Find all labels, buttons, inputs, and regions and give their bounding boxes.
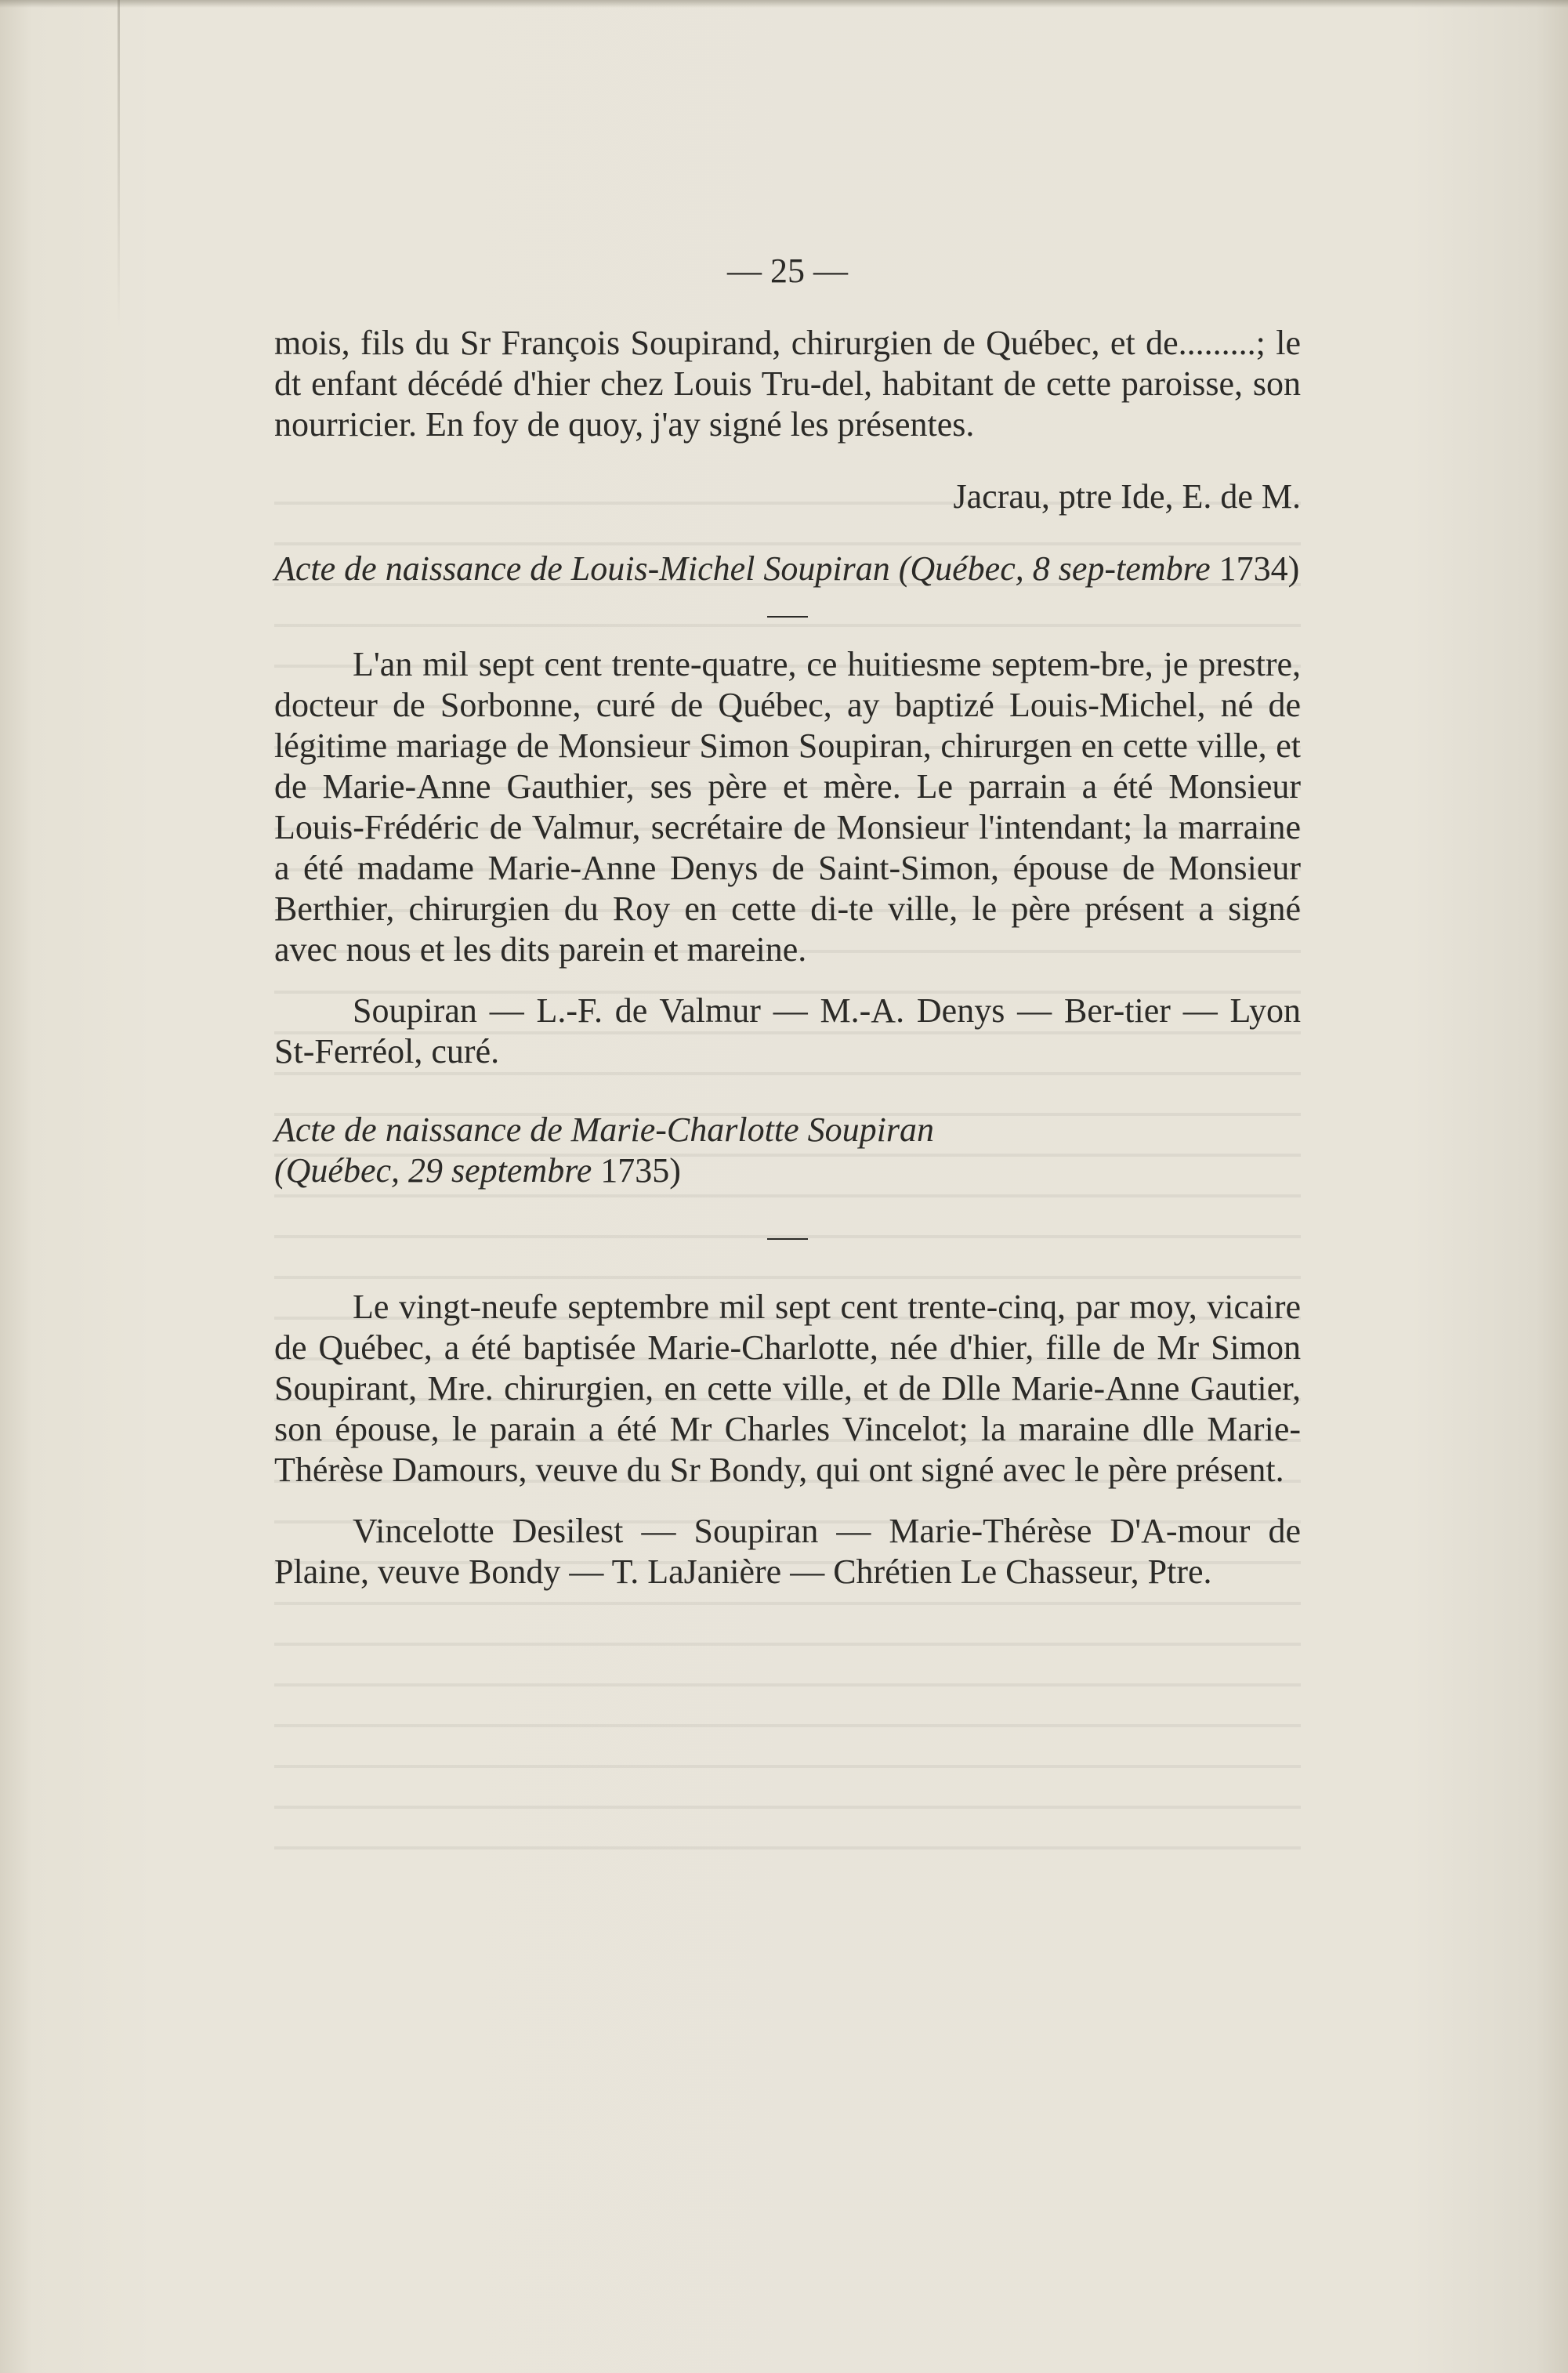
- section2-signatures: Vincelotte Desilest — Soupiran — Marie-Thérèse D'A-mour de Plaine, veuve Bondy — T. LaJanière — Chrétien Le Chasseur, Ptre.: [274, 1512, 1301, 1591]
- section2-divider: [767, 1238, 808, 1240]
- section1-signatures: Soupiran — L.-F. de Valmur — M.-A. Denys — Ber-tier — Lyon St-Ferréol, curé.: [274, 991, 1301, 1071]
- page-top-edge-shadow: [0, 0, 1568, 8]
- spacer: [274, 1072, 1301, 1110]
- page-fold-mark: [118, 0, 120, 329]
- section1-body: L'an mil sept cent trente-quatre, ce huitiesme septem-bre, je prestre, docteur de Sorbonne, curé de Québec, ay baptizé Louis-Michel, né de légitime mariage de Monsieur Simon Soupiran, chirurgen en cette ville, et de Marie-Anne Gauthier, ses père et mère. Le parrain a été Monsieur Louis-Frédéric de Valmur, secrétaire de Monsieur l'intendant; la marraine a été madame Marie-Anne Denys de Saint-Simon, épouse de Monsieur Berthier, chirurgien du Roy en cette di-te ville, le père présent a signé avec nous et les dits parein et mareine.: [274, 645, 1301, 969]
- section2-heading-line2: [274, 1150, 1301, 1191]
- section1-heading: [274, 549, 1301, 589]
- section2-heading-date: (Québec, 29 septembre: [274, 1151, 592, 1190]
- section1-heading-text: Acte de naissance de Louis-Michel Soupiran (Québec, 8 sep-tembre: [274, 549, 1211, 588]
- section2-heading-year: 1735): [600, 1151, 681, 1190]
- page-content: [274, 251, 1301, 1592]
- section1-heading-year: 1734): [1219, 549, 1300, 588]
- section1-divider: [767, 616, 808, 618]
- section2-body: Le vingt-neufe septembre mil sept cent trente-cinq, par moy, vicaire de Québec, a été baptisée Marie-Charlotte, née d'hier, fille de Mr Simon Soupirant, Mre. chirurgien, en cette ville, et de Dlle Marie-Anne Gautier, son épouse, le parain a été Mr Charles Vincelot; la maraine dlle Marie-Thérèse Damours, veuve du Sr Bondy, qui ont signé avec le père présent.: [274, 1288, 1301, 1489]
- section2-heading-line1: Acte de naissance de Marie-Charlotte Soupiran: [274, 1110, 934, 1149]
- page-number: — 25 —: [727, 252, 848, 290]
- opening-signature: Jacrau, ptre Ide, E. de M.: [953, 477, 1301, 516]
- opening-paragraph: mois, fils du Sr François Soupirand, chirurgien de Québec, et de.........; le dt enfant décédé d'hier chez Louis Tru-del, habitant de cette paroisse, son nourricier. En foy de quoy, j'ay signé les présentes.: [274, 324, 1301, 444]
